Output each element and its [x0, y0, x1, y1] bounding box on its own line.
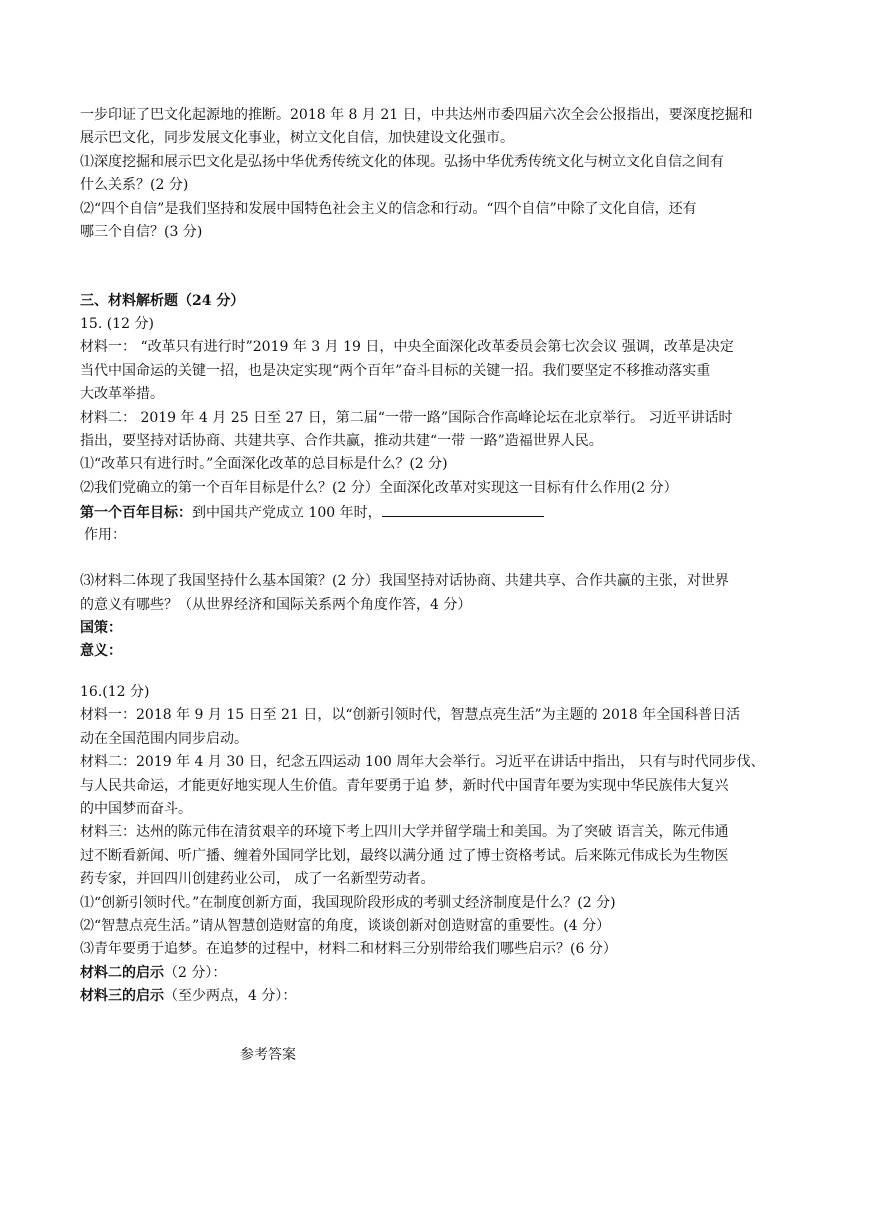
sub-question: ⑶青年要勇于追梦。在追梦的过程中，材料二和材料三分别带给我们哪些启示？(6 分） [80, 941, 617, 958]
material-line: 材料二：2019 年 4 月 30 日，纪念五四运动 100 周年大会举行。习近平在讲话中指出， 只有与时代同步伐、 [80, 754, 765, 771]
goal-label: 第一个百年目标： [80, 505, 192, 522]
material-line: 的中国梦而奋斗。 [80, 800, 192, 817]
question-16 [80, 681, 792, 1008]
spacer [80, 547, 792, 570]
material-line: 指出，要坚持对话协商、共建共享、合作共赢，推动共建“一带 一路”造福世界人民。 [80, 432, 603, 449]
material-line: 过不断看新闻、听广播、缠着外国同学比划，最终以满分通 过了博士资格考试。后来陈元伟成长为生物医 [80, 847, 729, 864]
hint2-rest: （2 分）： [164, 964, 227, 981]
hint2-line [80, 962, 792, 985]
answer-title: 参考答案 [240, 1047, 296, 1063]
material-line: 大改革举措。 [80, 386, 164, 403]
sub-question: ⑴“创新引领时代。”在制度创新方面，我国现阶段形成的考驯丈经济制度是什么？(2 分) [80, 894, 616, 911]
text-line: 展示巴文化，同步发展文化事业，树立文化自信，加快建设文化强市。 [80, 130, 514, 147]
question-number: 15. (12 分) [80, 316, 154, 332]
hint3-line [80, 985, 792, 1008]
material-line: 材料一： “改革只有进行时”2019 年 3 月 19 日，中央全面深化改革委员会第七次会议 强调，改革是决定 [80, 339, 734, 356]
hint2-label: 材料二的启示 [80, 964, 164, 981]
text-line: 什么关系？(2 分) [80, 177, 189, 194]
material-line: 材料二： 2019 年 4 月 25 日至 27 日，第二届“一带一路”国际合作高峰论坛在北京举行。 习近平讲话时 [80, 409, 733, 426]
answer-heading [240, 1044, 296, 1067]
text-line: 哪三个自信？(3 分) [80, 223, 203, 240]
answer-blank[interactable] [382, 500, 544, 517]
sub-question: ⑵“智慧点亮生活。”请从智慧创造财富的角度，谈谈创新对创造财富的重要性。(4 分） [80, 917, 611, 934]
meaning-label: 意义： [80, 643, 122, 660]
sub-question: ⑶材料二体现了我国坚持什么基本国策？(2 分）我国坚持对话协商、共建共享、合作共赢的主张，对世界 [80, 573, 729, 590]
top-paragraph [80, 104, 792, 244]
sub-question: ⑴“改革只有进行时。”全面深化改革的总目标是什么？(2 分) [80, 456, 448, 473]
policy-label: 国策： [80, 620, 122, 637]
text-line: ⑵“四个自信”是我们坚持和发展中国特色社会主义的信念和行动。“四个自信”中除了文化自信，还有 [80, 200, 697, 217]
material-line: 动在全国范围内同步启动。 [80, 730, 248, 747]
question-number: 16.(12 分) [80, 684, 150, 700]
text-line: 一步印证了巴文化起源地的推断。2018 年 8 月 21 日，中共达州市委四届六次全会公报指出，要深度挖掘和 [80, 107, 753, 123]
question-15 [80, 313, 792, 664]
goal-text: 到中国共产党成立 100 年时， [192, 505, 382, 522]
sub-question: 的意义有哪些？（从世界经济和国际关系两个角度作答，4 分） [80, 596, 472, 613]
hint3-rest: （至少两点，4 分）： [164, 988, 297, 1005]
section-title: 三、材料解析题（24 分） [80, 293, 245, 309]
sub-question: ⑵我们党确立的第一个百年目标是什么？(2 分）全面深化改革对实现这一目标有什么作用(2 分） [80, 479, 678, 496]
hint3-label: 材料三的启示 [80, 988, 164, 1005]
effect-label: 作用： [84, 526, 126, 543]
section-heading [80, 290, 792, 313]
material-line: 材料一：2018 年 9 月 15 日至 21 日，以“创新引领时代，智慧点亮生活”为主题的 2018 年全国科普日活 [80, 707, 741, 724]
material-line: 材料三：达州的陈元伟在清贫艰辛的环境下考上四川大学并留学瑞士和美国。为了突破 语言关，陈元伟通 [80, 824, 729, 841]
answer-goal-line [80, 500, 792, 523]
material-line: 当代中国命运的关键一招，也是决定实现“两个百年”奋斗目标的关键一招。我们要坚定不移推动落实重 [80, 362, 711, 379]
material-line: 药专家，并回四川创建药业公司， 成了一名新型劳动者。 [80, 871, 435, 888]
text-line: ⑴深度挖掘和展示巴文化是弘扬中华优秀传统文化的体现。弘扬中华优秀传统文化与树立文化自信之间有 [80, 153, 724, 170]
material-line: 与人民共命运，才能更好地实现人生价值。青年要勇于追 梦，新时代中国青年要为实现中华民族伟大复兴 [80, 777, 729, 794]
